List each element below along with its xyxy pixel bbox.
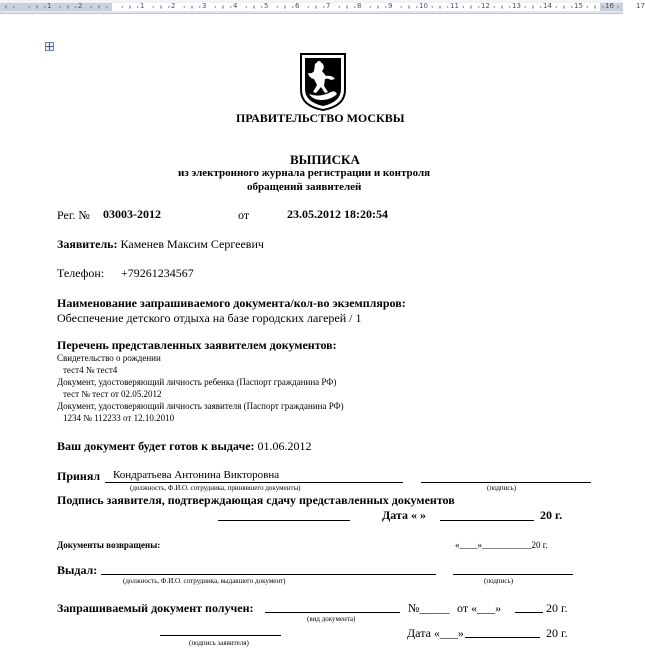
received-number: №_____ (408, 601, 450, 615)
returned-date: «____»___________20 г. (455, 540, 548, 550)
issued-position-line (101, 574, 436, 575)
issued-position-caption: (должность, Ф.И.О. сотрудника, выдавшего документ) (123, 577, 286, 585)
applicant-name: Каменев Максим Сергеевич (120, 237, 264, 251)
horizontal-ruler[interactable] (0, 0, 645, 14)
ruler-number: 16 (605, 2, 614, 10)
reg-label: Рег. № (57, 208, 90, 222)
applicant-signature-year: 20 г. (540, 508, 563, 522)
document-subtitle-line2: обращений заявителей (247, 181, 362, 193)
submitted-line: 1234 № 112233 от 12.10.2010 (63, 413, 175, 423)
returned-label: Документы возвращены: (57, 540, 161, 550)
submitted-line: Документ, удостоверяющий личность заявителя (Паспорт гражданина РФ) (57, 401, 344, 411)
ruler-number: 7 (326, 2, 331, 10)
applicant-label: Заявитель: (57, 237, 118, 251)
received-from-line (515, 612, 543, 613)
ruler-number: 6 (295, 2, 300, 10)
ruler-number: 12 (481, 2, 490, 10)
issued-signature-caption: (подпись) (484, 577, 514, 585)
phone-value: +79261234567 (121, 266, 194, 280)
issued-signature-line (453, 574, 573, 575)
applicant-row (57, 237, 264, 252)
submitted-line: тест № тест от 02.05.2012 (63, 389, 162, 399)
received-applicant-signature-caption: (подпись заявителя) (189, 639, 249, 647)
ruler-number: 1 (47, 2, 52, 10)
accepted-position-caption: (должность, Ф.И.О. сотрудника, принявшего документы) (130, 484, 301, 492)
ruler-number: 2 (171, 2, 176, 10)
reg-datetime: 23.05.2012 18:20:54 (287, 207, 388, 221)
ruler-number: 1 (140, 2, 145, 10)
ruler-number: 8 (357, 2, 362, 10)
received-label: Запрашиваемый документ получен: (57, 601, 254, 615)
document-title: ВЫПИСКА (290, 152, 360, 167)
requested-label: Наименование запрашиваемого документа/кол-во экземпляров: (57, 296, 406, 310)
ruler-number: 10 (419, 2, 428, 10)
received-applicant-signature-line (160, 635, 281, 636)
ruler-number: 3 (202, 2, 207, 10)
received-doc-type-line (265, 612, 400, 613)
ruler-number: 4 (233, 2, 238, 10)
requested-value: Обеспечение детского отдыха на базе городских лагерей / 1 (57, 311, 362, 325)
accepted-position-line (105, 482, 403, 483)
applicant-signature-label: Подпись заявителя, подтверждающая сдачу представленных документов (57, 493, 455, 507)
table-anchor-icon[interactable] (45, 42, 54, 51)
applicant-signature-date: Дата « » (382, 508, 426, 522)
ready-label: Ваш документ будет готов к выдаче: (57, 439, 255, 453)
ruler-number: 2 (78, 2, 83, 10)
ruler-number: 11 (450, 2, 459, 10)
applicant-signature-line (218, 520, 350, 521)
ruler-number: 13 (512, 2, 521, 10)
accepted-label: Принял (57, 469, 101, 483)
submitted-line: Свидетельство о рождении (57, 353, 161, 363)
accepted-signature-caption: (подпись) (487, 484, 517, 492)
accepted-signature-line (421, 482, 591, 483)
submitted-line: тест4 № тест4 (63, 365, 118, 375)
received-date: Дата «___» (407, 626, 464, 640)
issued-label: Выдал: (57, 563, 98, 577)
submitted-line: Документ, удостоверяющий личность ребенка (Паспорт гражданина РФ) (57, 377, 337, 387)
applicant-signature-date-line (440, 520, 534, 521)
ruler-number: 5 (264, 2, 269, 10)
received-date-line (465, 637, 540, 638)
received-doc-type-caption: (вид документа) (307, 615, 356, 623)
ruler-number: 14 (543, 2, 552, 10)
ruler-number: 9 (388, 2, 393, 10)
accepted-name: Кондратьева Антонина Викторовна (113, 469, 280, 481)
moscow-coat-of-arms-icon (299, 50, 347, 112)
phone-label: Телефон: (57, 266, 105, 280)
ruler-number: 17 (636, 2, 645, 10)
ready-row (57, 439, 312, 454)
received-date-year: 20 г. (546, 626, 568, 640)
reg-number: 03003-2012 (103, 207, 161, 221)
reg-from-label: от (238, 208, 250, 222)
organization-name: ПРАВИТЕЛЬСТВО МОСКВЫ (236, 111, 405, 125)
document-subtitle-line1: из электронного журнала регистрации и контроля (178, 167, 431, 179)
submitted-label: Перечень представленных заявителем документов: (57, 338, 337, 352)
ruler-number: 15 (574, 2, 583, 10)
received-year: 20 г. (546, 601, 568, 615)
received-from: от «___» (457, 601, 502, 615)
ready-date: 01.06.2012 (257, 439, 312, 453)
ruler-ticks (0, 0, 623, 14)
